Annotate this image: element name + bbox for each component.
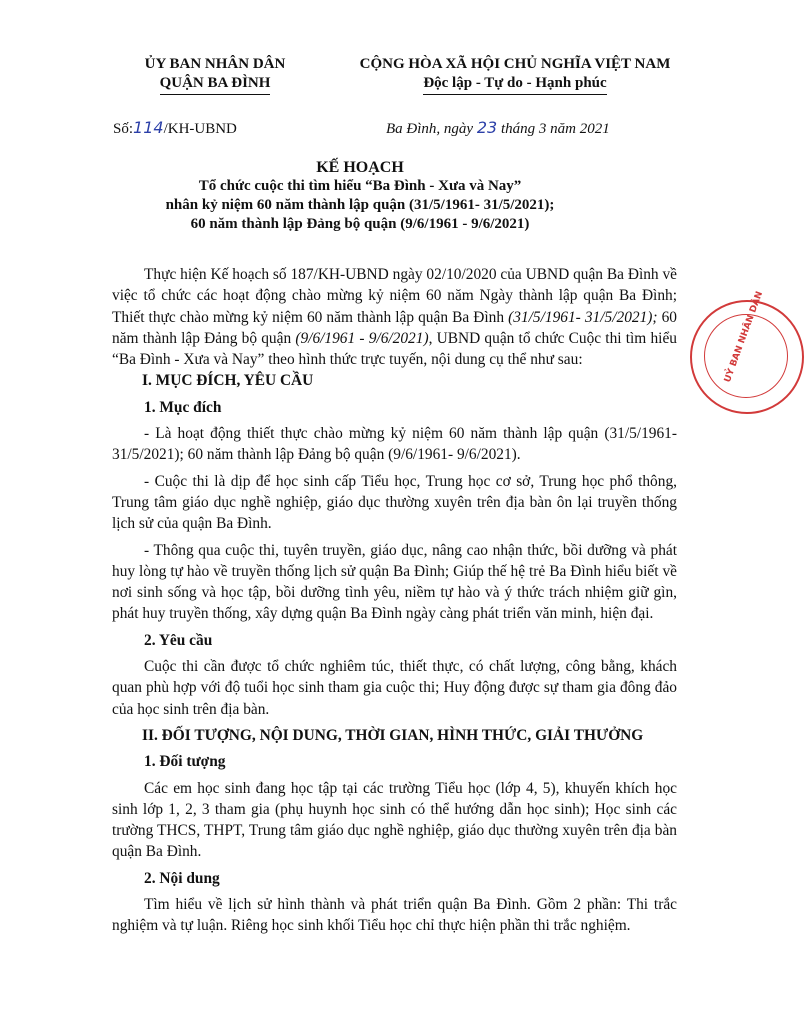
title-line1: Tổ chức cuộc thi tìm hiểu “Ba Đình - Xưa và Nay”	[198, 178, 522, 194]
intro-part-e: , UBND quận tổ chức Cuộc thi tìm hiểu “Ba Đình - Xưa và Nay” theo hình thức trực tuyến, nội dung cụ thể như sau:	[112, 329, 677, 369]
doc-number-suffix: /KH-UBND	[163, 121, 237, 137]
section1-sub2: 2. Yêu cầu	[144, 631, 213, 649]
date-day-handwritten: 23	[476, 118, 498, 137]
date-after: tháng 3 năm 2021	[497, 121, 610, 137]
header-right-line1: CỘNG HÒA XÃ HỘI CHỦ NGHĨA VIỆT NAM	[359, 56, 671, 72]
seal-text: UỶ BAN NHÂN DÂN	[722, 290, 766, 384]
document-body	[112, 264, 677, 937]
intro-part-b: (31/5/1961- 31/5/2021);	[508, 308, 658, 326]
header-left-line1: ỦY BAN NHÂN DÂN	[144, 56, 286, 72]
document-title	[100, 158, 620, 234]
title-line3: 60 năm thành lập Đảng bộ quận (9/6/1961 - 9/6/2021)	[190, 216, 530, 232]
section1-sub1: 1. Mục đích	[144, 398, 222, 416]
document-number	[113, 118, 237, 138]
date-line	[386, 118, 610, 138]
doc-number-handwritten: 114	[133, 118, 164, 137]
section2-sub2: 2. Nội dung	[144, 869, 220, 887]
date-before: Ba Đình, ngày	[386, 121, 477, 137]
intro-part-a: Thực hiện Kế hoạch số 187/KH-UBND ngày 02/10/2020 của UBND quận Ba Đình về việc tổ chức các hoạt động chào mừng kỷ niệm 60 năm Ngày thành lập quận Ba Đình; Thiết thực chào mừng kỷ niệm 60 năm thành lập quận Ba Đình	[112, 266, 677, 326]
section1-heading: I. MỤC ĐÍCH, YÊU CẦU	[142, 372, 314, 390]
official-seal	[690, 290, 804, 414]
header-left	[110, 55, 320, 95]
section2-heading: II. ĐỐI TƯỢNG, NỘI DUNG, THỜI GIAN, HÌNH THỨC, GIẢI THƯỞNG	[142, 726, 644, 744]
section1-p2: - Cuộc thi là dịp để học sinh cấp Tiểu học, Trung học cơ sở, Trung học phổ thông, Trung tâm giáo dục nghề nghiệp, giáo dục thường xuyên trên địa bàn ôn lại truyền thống lịch sử của quận Ba Đình.	[112, 472, 677, 533]
section1-p1: - Là hoạt động thiết thực chào mừng kỷ niệm 60 năm thành lập quận (31/5/1961-31/5/2021); 60 năm thành lập Đảng bộ quận (9/6/1961- 9/6/2021).	[112, 425, 677, 464]
section2-p1: Các em học sinh đang học tập tại các trường Tiểu học (lớp 4, 5), khuyến khích học sinh lớp 1, 2, 3 tham gia (phụ huynh học sinh có thể hướng dẫn học sinh); Học sinh các trường THCS, THPT, Trung tâm giáo dục nghề nghiệp, giáo dục thường xuyên trên địa bàn quận Ba Đình.	[112, 779, 677, 861]
title-main: KẾ HOẠCH	[316, 159, 404, 176]
section1-p3: - Thông qua cuộc thi, tuyên truyền, giáo dục, nâng cao nhận thức, bồi dưỡng và phát huy lòng tự hào về truyền thống lịch sử quận Ba Đình; Giúp thế hệ trẻ Ba Đình hiểu biết về nơi sinh sống và học tập, bồi dưỡng tình yêu, niềm tự hào và ý thức trách nhiệm giữ gìn, phát huy truyền thống, xây dựng quận Ba Đình ngày càng phát triển văn minh, hiện đại.	[112, 541, 677, 623]
section2-p2: Tìm hiểu về lịch sử hình thành và phát triển quận Ba Đình. Gồm 2 phần: Thi trắc nghiệm và tự luận. Riêng học sinh khối Tiểu học chỉ thực hiện phần thi trắc nghiệm.	[112, 896, 677, 935]
section1-p4: Cuộc thi cần được tổ chức nghiêm túc, thiết thực, có chất lượng, công bằng, khách quan phù hợp với độ tuổi học sinh tham gia cuộc thi; Huy động được sự tham gia đông đảo của học sinh trên địa bàn.	[112, 658, 677, 718]
header-left-line2: QUẬN BA ĐÌNH	[160, 74, 271, 95]
header-right-line2: Độc lập - Tự do - Hạnh phúc	[423, 74, 606, 95]
intro-part-c: 60 năm thành lập Đảng bộ quận	[112, 308, 678, 347]
intro-part-d: (9/6/1961 - 9/6/2021)	[295, 329, 429, 347]
intro-paragraph	[112, 264, 677, 370]
title-line2: nhân kỷ niệm 60 năm thành lập quận (31/5/1961- 31/5/2021);	[165, 197, 555, 213]
header-right	[330, 55, 700, 95]
section2-sub1: 1. Đối tượng	[144, 753, 226, 771]
doc-number-prefix: Số:	[113, 121, 134, 137]
